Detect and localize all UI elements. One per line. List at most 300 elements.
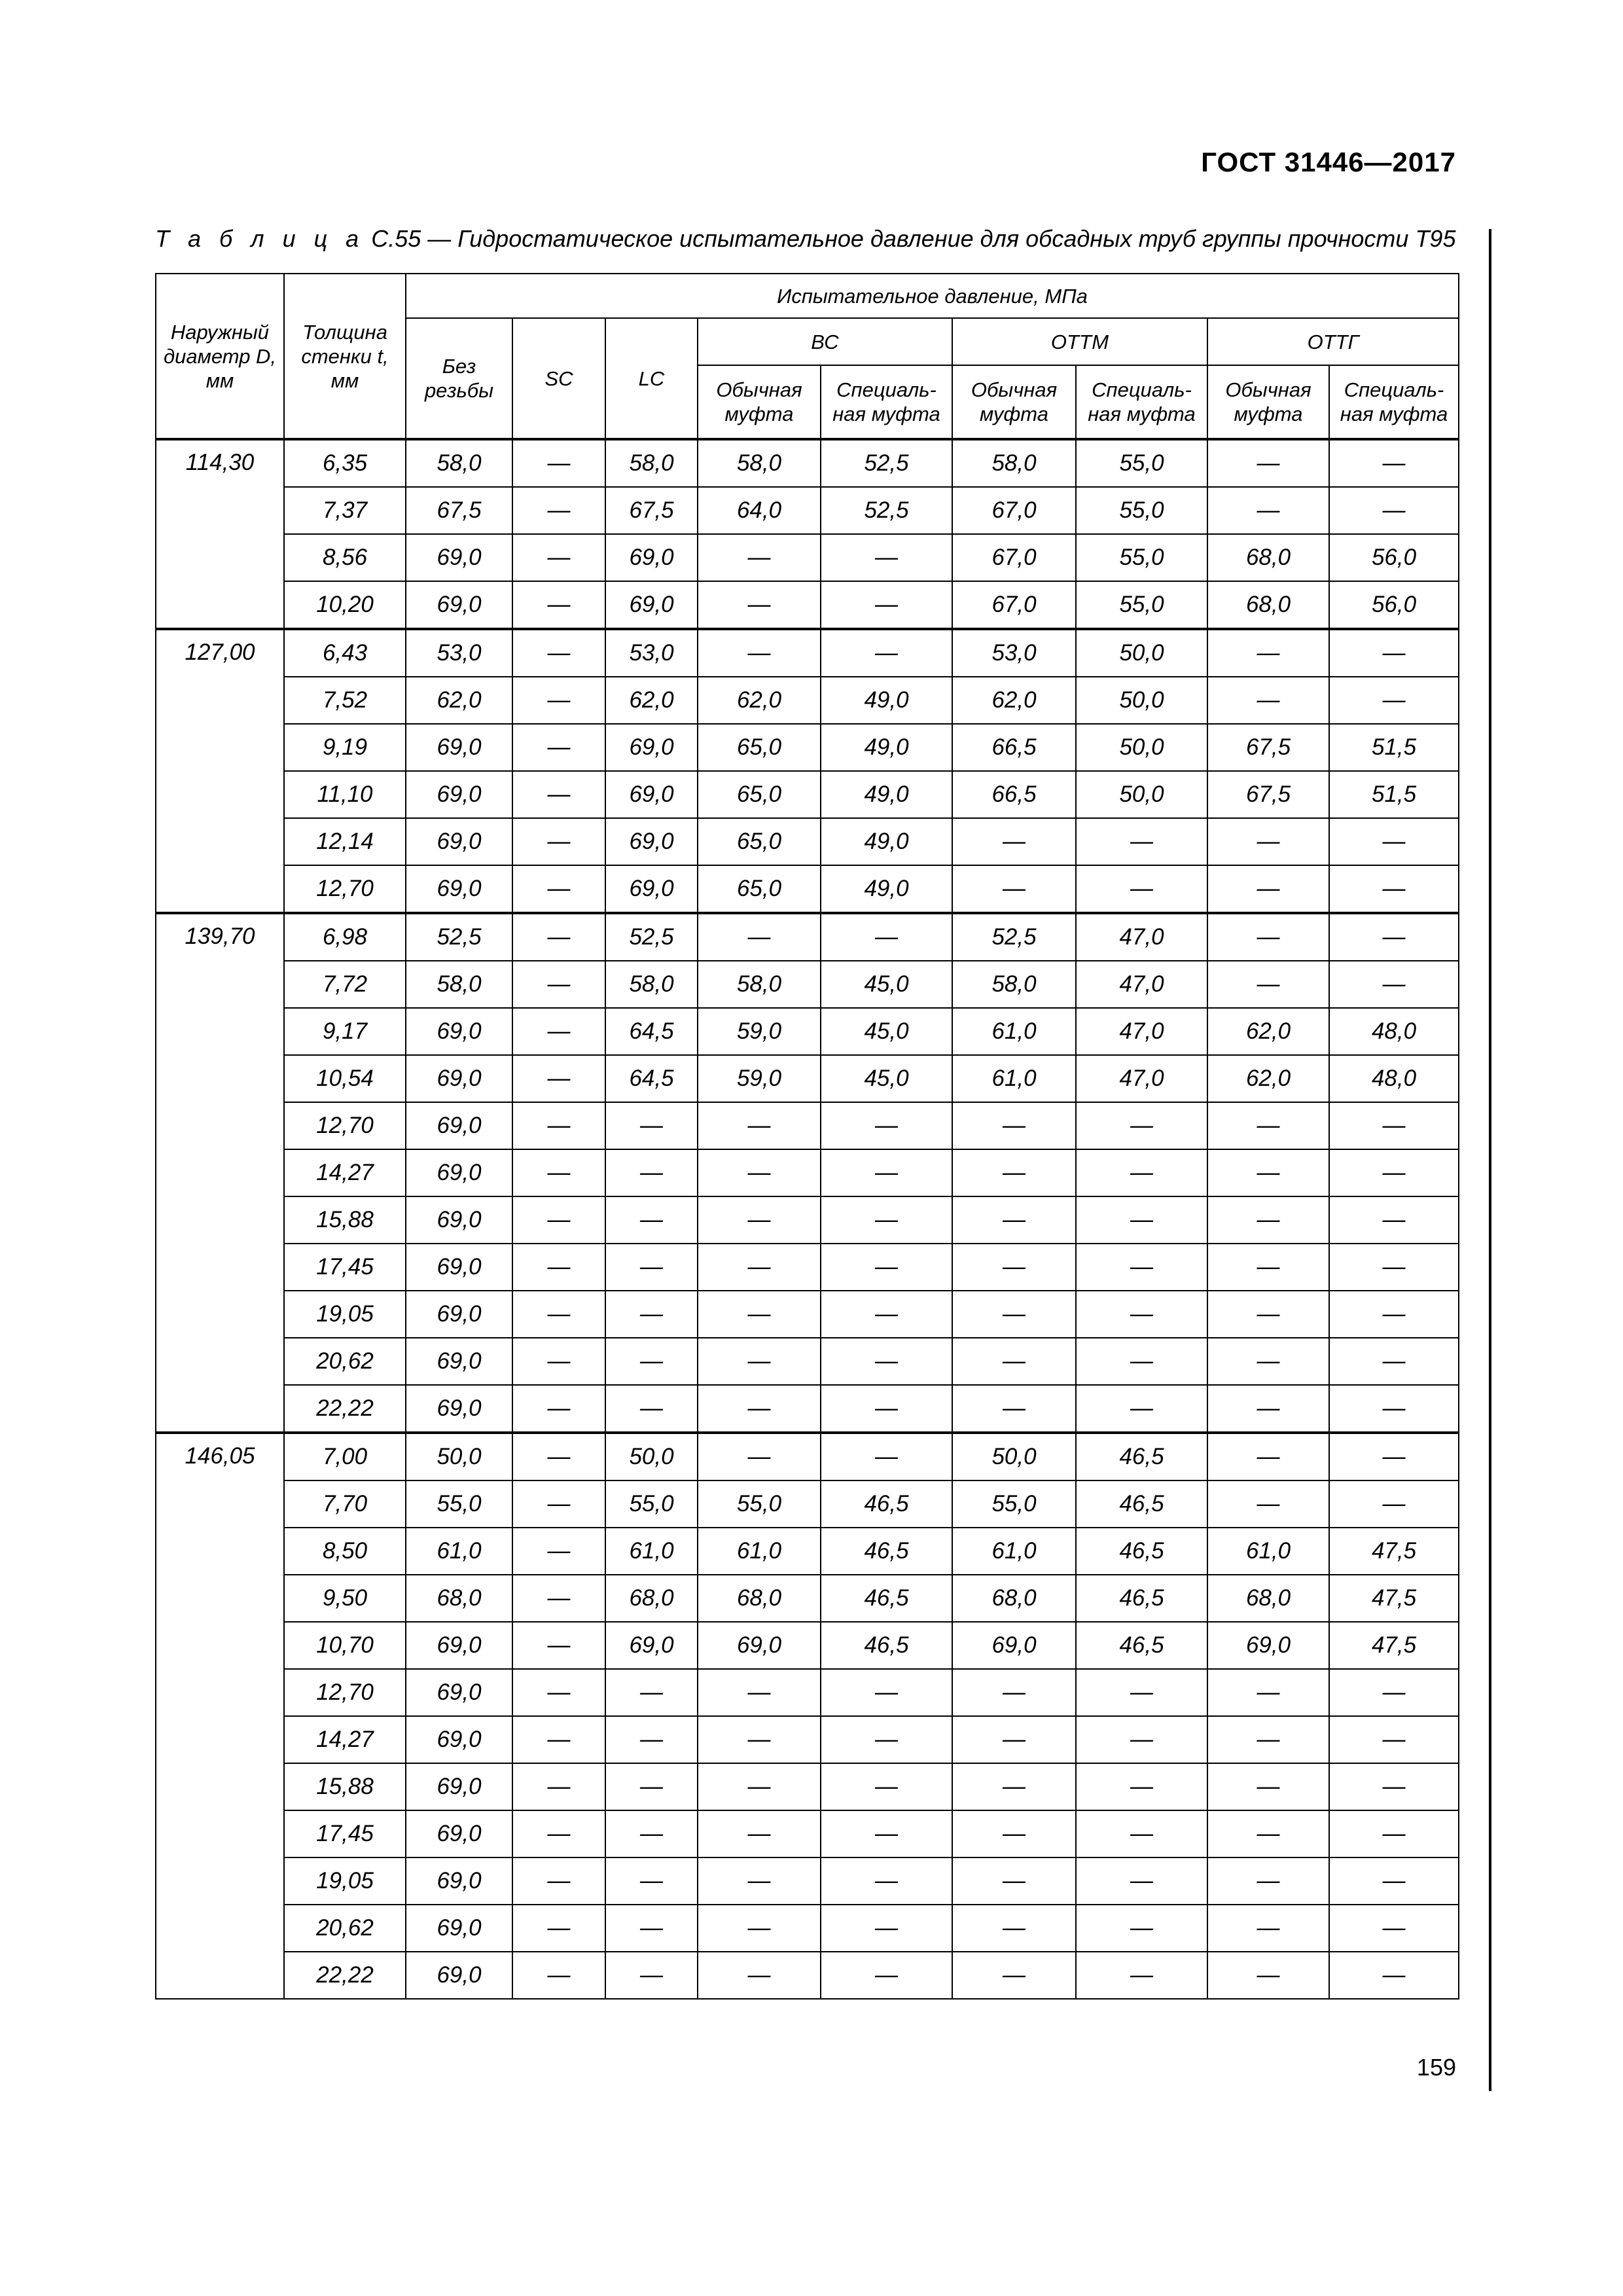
ottm-regular-coupling-header: Обычная муфта	[952, 365, 1076, 439]
pressure-cell: —	[821, 1196, 952, 1244]
wall-thickness-cell: 7,70	[284, 1480, 406, 1528]
table-body	[156, 439, 1459, 1999]
table-row	[156, 1763, 1459, 1810]
outer-diameter-cell: 139,70	[156, 913, 284, 1433]
wall-thickness-cell: 15,88	[284, 1196, 406, 1244]
pressure-cell: 68,0	[952, 1575, 1076, 1622]
pressure-cell: 52,5	[952, 913, 1076, 961]
pressure-cell: —	[1076, 1196, 1207, 1244]
pressure-cell: —	[605, 1763, 698, 1810]
pressure-cell: —	[1207, 1480, 1329, 1528]
pressure-cell: 49,0	[821, 865, 952, 913]
table-row	[156, 677, 1459, 724]
wall-thickness-cell: 19,05	[284, 1291, 406, 1338]
table-row	[156, 581, 1459, 629]
pressure-cell: 69,0	[406, 1385, 512, 1433]
pressure-cell: 69,0	[406, 1810, 512, 1857]
pressure-cell: 65,0	[698, 818, 821, 865]
bc-special-coupling-header: Специаль-ная муфта	[821, 365, 952, 439]
pressure-cell: 62,0	[1207, 1055, 1329, 1102]
table-row	[156, 1244, 1459, 1291]
pressure-cell: 47,5	[1329, 1622, 1459, 1669]
pressure-cell: —	[512, 1433, 605, 1480]
pressure-cell: 68,0	[1207, 581, 1329, 629]
pressure-cell: 69,0	[406, 1669, 512, 1716]
pressure-cell: 52,5	[605, 913, 698, 961]
wall-thickness-cell: 9,19	[284, 724, 406, 771]
table-row	[156, 1857, 1459, 1905]
pressure-cell: —	[952, 1244, 1076, 1291]
pressure-cell: —	[512, 1622, 605, 1669]
pressure-cell: —	[1207, 439, 1329, 487]
pressure-cell: —	[1207, 487, 1329, 534]
pressure-cell: —	[1076, 1149, 1207, 1196]
pressure-cell: 69,0	[406, 818, 512, 865]
outer-diameter-header: Наружный диаметр D, мм	[156, 274, 284, 439]
table-row	[156, 534, 1459, 581]
pressure-cell: —	[605, 1196, 698, 1244]
pressure-cell: 61,0	[952, 1528, 1076, 1575]
pressure-cell: 45,0	[821, 1055, 952, 1102]
pressure-cell: —	[952, 1669, 1076, 1716]
pressure-cell: —	[821, 1102, 952, 1149]
pressure-cell: 61,0	[952, 1055, 1076, 1102]
pressure-cell: —	[1076, 1244, 1207, 1291]
wall-thickness-cell: 12,70	[284, 865, 406, 913]
pressure-cell: —	[698, 1102, 821, 1149]
pressure-cell: —	[698, 1857, 821, 1905]
pressure-cell: 58,0	[406, 439, 512, 487]
test-pressure-header: Испытательное давление, МПа	[406, 274, 1459, 318]
pressure-cell: 47,5	[1329, 1528, 1459, 1575]
pressure-cell: —	[1329, 961, 1459, 1008]
ottg-special-coupling-header: Специаль-ная муфта	[1329, 365, 1459, 439]
pressure-cell: 46,5	[1076, 1575, 1207, 1622]
pressure-cell: —	[512, 1149, 605, 1196]
pressure-cell: 52,5	[821, 439, 952, 487]
pressure-cell: —	[1076, 818, 1207, 865]
pressure-cell: —	[821, 629, 952, 677]
pressure-cell: 55,0	[1076, 439, 1207, 487]
pressure-cell: 52,5	[406, 913, 512, 961]
wall-thickness-cell: 8,56	[284, 534, 406, 581]
pressure-cell: —	[1329, 1480, 1459, 1528]
table-row	[156, 1291, 1459, 1338]
pressure-cell: —	[512, 1669, 605, 1716]
table-row	[156, 1528, 1459, 1575]
bc-header: ВС	[698, 318, 952, 365]
pressure-cell: —	[1329, 1716, 1459, 1763]
pressure-cell: —	[1207, 1810, 1329, 1857]
pressure-cell: —	[698, 629, 821, 677]
pressure-cell: 61,0	[406, 1528, 512, 1575]
wall-thickness-cell: 12,14	[284, 818, 406, 865]
pressure-cell: —	[1329, 629, 1459, 677]
pressure-cell: —	[605, 1149, 698, 1196]
pressure-cell: —	[952, 1291, 1076, 1338]
pressure-cell: —	[821, 1149, 952, 1196]
pressure-cell: 67,0	[952, 487, 1076, 534]
pressure-cell: —	[512, 439, 605, 487]
pressure-cell: —	[512, 818, 605, 865]
pressure-cell: —	[512, 534, 605, 581]
pressure-cell: 69,0	[406, 1763, 512, 1810]
pressure-cell: —	[698, 913, 821, 961]
pressure-cell: —	[512, 1810, 605, 1857]
sc-header: SC	[512, 318, 605, 439]
pressure-cell: —	[1207, 1716, 1329, 1763]
pressure-cell: 50,0	[1076, 771, 1207, 818]
pressure-cell: 69,0	[605, 771, 698, 818]
pressure-cell: —	[698, 534, 821, 581]
pressure-cell: 47,0	[1076, 1055, 1207, 1102]
pressure-cell: 55,0	[1076, 487, 1207, 534]
pressure-cell: —	[1207, 677, 1329, 724]
pressure-cell: 58,0	[605, 961, 698, 1008]
pressure-cell: 69,0	[406, 1196, 512, 1244]
pressure-cell: 56,0	[1329, 581, 1459, 629]
pressure-cell: 62,0	[698, 677, 821, 724]
pressure-cell: —	[698, 1763, 821, 1810]
pressure-cell: 62,0	[1207, 1008, 1329, 1055]
pressure-cell: 50,0	[406, 1433, 512, 1480]
wall-thickness-cell: 22,22	[284, 1385, 406, 1433]
pressure-cell: 46,5	[1076, 1480, 1207, 1528]
pressure-cell: —	[821, 581, 952, 629]
pressure-cell: 59,0	[698, 1055, 821, 1102]
wall-thickness-cell: 12,70	[284, 1669, 406, 1716]
pressure-cell: 55,0	[406, 1480, 512, 1528]
pressure-cell: 52,5	[821, 487, 952, 534]
pressure-cell: 55,0	[605, 1480, 698, 1528]
pressure-cell: 49,0	[821, 724, 952, 771]
wall-thickness-cell: 19,05	[284, 1857, 406, 1905]
table-row	[156, 1716, 1459, 1763]
pressure-cell: —	[1329, 818, 1459, 865]
wall-thickness-cell: 7,37	[284, 487, 406, 534]
pressure-cell: 47,0	[1076, 913, 1207, 961]
pressure-cell: 49,0	[821, 677, 952, 724]
pressure-cell: 59,0	[698, 1008, 821, 1055]
outer-diameter-cell: 146,05	[156, 1433, 284, 1999]
pressure-cell: —	[1329, 1433, 1459, 1480]
table-row	[156, 1149, 1459, 1196]
pressure-cell: 69,0	[406, 1857, 512, 1905]
pressure-cell: —	[1329, 487, 1459, 534]
table-row	[156, 1575, 1459, 1622]
pressure-cell: —	[1207, 961, 1329, 1008]
wall-thickness-cell: 6,98	[284, 913, 406, 961]
table-row	[156, 913, 1459, 961]
pressure-cell: 65,0	[698, 724, 821, 771]
pressure-cell: 46,5	[1076, 1622, 1207, 1669]
pressure-cell: —	[1329, 1102, 1459, 1149]
pressure-cell: 47,0	[1076, 961, 1207, 1008]
pressure-cell: 67,5	[1207, 724, 1329, 771]
pressure-cell: —	[952, 1338, 1076, 1385]
table-row	[156, 818, 1459, 865]
pressure-cell: 68,0	[1207, 1575, 1329, 1622]
pressure-cell: 45,0	[821, 961, 952, 1008]
wall-thickness-cell: 6,43	[284, 629, 406, 677]
pressure-cell: 61,0	[605, 1528, 698, 1575]
table-row	[156, 1669, 1459, 1716]
pressure-cell: —	[1329, 1905, 1459, 1952]
ottm-special-coupling-header: Специаль-ная муфта	[1076, 365, 1207, 439]
wall-thickness-cell: 22,22	[284, 1952, 406, 1999]
pressure-cell: 46,5	[1076, 1528, 1207, 1575]
pressure-cell: —	[512, 487, 605, 534]
pressure-cell: 67,0	[952, 534, 1076, 581]
pressure-cell: —	[605, 1857, 698, 1905]
pressure-cell: 65,0	[698, 771, 821, 818]
table-row	[156, 1196, 1459, 1244]
pressure-cell: 68,0	[1207, 534, 1329, 581]
pressure-cell: —	[512, 1952, 605, 1999]
pressure-cell: 46,5	[1076, 1433, 1207, 1480]
pressure-cell: —	[512, 1196, 605, 1244]
pressure-cell: 67,5	[406, 487, 512, 534]
pressure-cell: 66,5	[952, 771, 1076, 818]
wall-thickness-cell: 14,27	[284, 1149, 406, 1196]
pressure-cell: —	[698, 1952, 821, 1999]
pressure-cell: 69,0	[406, 771, 512, 818]
pressure-cell: —	[698, 1338, 821, 1385]
pressure-cell: —	[821, 534, 952, 581]
pressure-cell: 46,5	[821, 1480, 952, 1528]
pressure-cell: —	[1207, 1857, 1329, 1905]
pressure-cell: —	[821, 1763, 952, 1810]
pressure-cell: —	[512, 1528, 605, 1575]
pressure-cell: —	[1207, 1669, 1329, 1716]
pressure-cell: —	[512, 865, 605, 913]
pressure-cell: —	[512, 913, 605, 961]
wall-thickness-cell: 7,52	[284, 677, 406, 724]
pressure-cell: 53,0	[406, 629, 512, 677]
caption-text: С.55 — Гидростатическое испытательное давление для обсадных труб группы прочности Т95	[365, 225, 1456, 252]
pressure-cell: —	[512, 1102, 605, 1149]
pressure-cell: —	[1329, 1196, 1459, 1244]
pressure-cell: —	[698, 581, 821, 629]
pressure-cell: 67,0	[952, 581, 1076, 629]
pressure-cell: 66,5	[952, 724, 1076, 771]
pressure-cell: 69,0	[406, 534, 512, 581]
pressure-cell: 53,0	[605, 629, 698, 677]
pressure-cell: —	[1076, 1385, 1207, 1433]
wall-thickness-cell: 7,00	[284, 1433, 406, 1480]
pressure-cell: —	[1076, 1338, 1207, 1385]
wall-thickness-cell: 9,17	[284, 1008, 406, 1055]
pressure-cell: —	[512, 677, 605, 724]
pressure-cell: —	[952, 1385, 1076, 1433]
pressure-cell: —	[605, 1385, 698, 1433]
pressure-cell: —	[952, 1857, 1076, 1905]
pressure-cell: 47,5	[1329, 1575, 1459, 1622]
wall-thickness-cell: 15,88	[284, 1763, 406, 1810]
table-row	[156, 487, 1459, 534]
pressure-cell: —	[1076, 865, 1207, 913]
wall-thickness-cell: 20,62	[284, 1905, 406, 1952]
pressure-cell: 68,0	[605, 1575, 698, 1622]
pressure-cell: —	[952, 1763, 1076, 1810]
pressure-cell: 50,0	[605, 1433, 698, 1480]
pressure-cell: 55,0	[698, 1480, 821, 1528]
pressure-cell: —	[821, 1952, 952, 1999]
pressure-table	[155, 273, 1459, 2000]
pressure-cell: —	[821, 1291, 952, 1338]
pressure-cell: 53,0	[952, 629, 1076, 677]
pressure-cell: —	[698, 1433, 821, 1480]
pressure-cell: —	[1076, 1952, 1207, 1999]
pressure-cell: 56,0	[1329, 534, 1459, 581]
wall-thickness-cell: 11,10	[284, 771, 406, 818]
pressure-cell: —	[1207, 1196, 1329, 1244]
wall-thickness-cell: 6,35	[284, 439, 406, 487]
pressure-cell: —	[1076, 1857, 1207, 1905]
pressure-cell: —	[952, 1149, 1076, 1196]
pressure-cell: —	[952, 818, 1076, 865]
pressure-cell: —	[1076, 1810, 1207, 1857]
pressure-cell: 46,5	[821, 1528, 952, 1575]
unthreaded-header: Без резьбы	[406, 318, 512, 439]
pressure-cell: 58,0	[698, 961, 821, 1008]
pressure-cell: 69,0	[406, 1716, 512, 1763]
pressure-cell: 58,0	[605, 439, 698, 487]
pressure-cell: 69,0	[605, 581, 698, 629]
pressure-cell: —	[605, 1810, 698, 1857]
pressure-cell: 69,0	[952, 1622, 1076, 1669]
pressure-cell: —	[1329, 1385, 1459, 1433]
pressure-cell: —	[821, 1669, 952, 1716]
pressure-cell: —	[1329, 677, 1459, 724]
pressure-cell: —	[1076, 1905, 1207, 1952]
pressure-cell: —	[512, 629, 605, 677]
pressure-cell: —	[821, 913, 952, 961]
pressure-cell: —	[512, 1905, 605, 1952]
pressure-cell: —	[605, 1905, 698, 1952]
table-row	[156, 771, 1459, 818]
table-row	[156, 1102, 1459, 1149]
ottg-regular-coupling-header: Обычная муфта	[1207, 365, 1329, 439]
pressure-cell: —	[605, 1669, 698, 1716]
pressure-cell: 62,0	[605, 677, 698, 724]
table-row	[156, 1810, 1459, 1857]
pressure-cell: 69,0	[605, 865, 698, 913]
pressure-cell: 58,0	[698, 439, 821, 487]
pressure-cell: —	[1207, 1433, 1329, 1480]
pressure-cell: 67,5	[1207, 771, 1329, 818]
pressure-cell: 69,0	[406, 1291, 512, 1338]
pressure-cell: 48,0	[1329, 1008, 1459, 1055]
pressure-cell: 51,5	[1329, 724, 1459, 771]
pressure-cell: —	[698, 1810, 821, 1857]
pressure-cell: —	[821, 1244, 952, 1291]
pressure-cell: 69,0	[605, 724, 698, 771]
page-number: 159	[1416, 2054, 1456, 2081]
pressure-cell: —	[1329, 1244, 1459, 1291]
pressure-cell: 50,0	[1076, 629, 1207, 677]
pressure-cell: —	[952, 1810, 1076, 1857]
pressure-cell: —	[1207, 1338, 1329, 1385]
pressure-cell: 51,5	[1329, 771, 1459, 818]
pressure-cell: —	[952, 1196, 1076, 1244]
pressure-cell: —	[1207, 913, 1329, 961]
pressure-cell: —	[512, 1763, 605, 1810]
pressure-cell: —	[1329, 439, 1459, 487]
table-row	[156, 629, 1459, 677]
bc-regular-coupling-header: Обычная муфта	[698, 365, 821, 439]
table-row	[156, 865, 1459, 913]
pressure-cell: —	[698, 1149, 821, 1196]
wall-thickness-cell: 10,20	[284, 581, 406, 629]
pressure-cell: —	[1207, 1385, 1329, 1433]
margin-rule	[1489, 229, 1491, 2091]
pressure-cell: —	[605, 1244, 698, 1291]
wall-thickness-cell: 17,45	[284, 1244, 406, 1291]
pressure-cell: —	[821, 1857, 952, 1905]
pressure-cell: —	[1076, 1716, 1207, 1763]
pressure-cell: —	[605, 1291, 698, 1338]
table-row	[156, 1385, 1459, 1433]
pressure-cell: 64,0	[698, 487, 821, 534]
pressure-cell: —	[605, 1102, 698, 1149]
pressure-cell: 62,0	[952, 677, 1076, 724]
pressure-cell: 69,0	[406, 865, 512, 913]
pressure-cell: 69,0	[605, 1622, 698, 1669]
pressure-cell: —	[1329, 1952, 1459, 1999]
pressure-cell: —	[952, 865, 1076, 913]
pressure-cell: —	[1207, 1291, 1329, 1338]
table-row	[156, 1952, 1459, 1999]
pressure-cell: —	[512, 724, 605, 771]
wall-thickness-header: Толщина стенки t, мм	[284, 274, 406, 439]
pressure-cell: —	[1207, 1244, 1329, 1291]
pressure-cell: —	[1329, 1857, 1459, 1905]
wall-thickness-cell: 12,70	[284, 1102, 406, 1149]
pressure-cell: —	[1329, 1763, 1459, 1810]
pressure-cell: —	[698, 1196, 821, 1244]
pressure-cell: —	[952, 1716, 1076, 1763]
pressure-cell: 50,0	[1076, 677, 1207, 724]
pressure-cell: 64,5	[605, 1008, 698, 1055]
pressure-cell: 69,0	[406, 1149, 512, 1196]
pressure-cell: 69,0	[406, 1338, 512, 1385]
pressure-cell: 58,0	[406, 961, 512, 1008]
pressure-cell: 58,0	[952, 961, 1076, 1008]
pressure-cell: —	[1076, 1291, 1207, 1338]
table-row	[156, 1905, 1459, 1952]
pressure-cell: 65,0	[698, 865, 821, 913]
pressure-cell: 69,0	[406, 1622, 512, 1669]
table-row	[156, 1338, 1459, 1385]
pressure-cell: —	[1329, 913, 1459, 961]
pressure-cell: 49,0	[821, 818, 952, 865]
outer-diameter-cell: 127,00	[156, 629, 284, 913]
wall-thickness-cell: 10,54	[284, 1055, 406, 1102]
wall-thickness-cell: 7,72	[284, 961, 406, 1008]
pressure-cell: —	[512, 581, 605, 629]
table-row	[156, 1622, 1459, 1669]
pressure-cell: —	[1329, 1149, 1459, 1196]
pressure-cell: 69,0	[406, 1008, 512, 1055]
pressure-cell: —	[1076, 1763, 1207, 1810]
pressure-cell: 69,0	[1207, 1622, 1329, 1669]
pressure-cell: 68,0	[406, 1575, 512, 1622]
pressure-cell: —	[1329, 1810, 1459, 1857]
pressure-cell: —	[512, 961, 605, 1008]
pressure-cell: 49,0	[821, 771, 952, 818]
table-row	[156, 1433, 1459, 1480]
